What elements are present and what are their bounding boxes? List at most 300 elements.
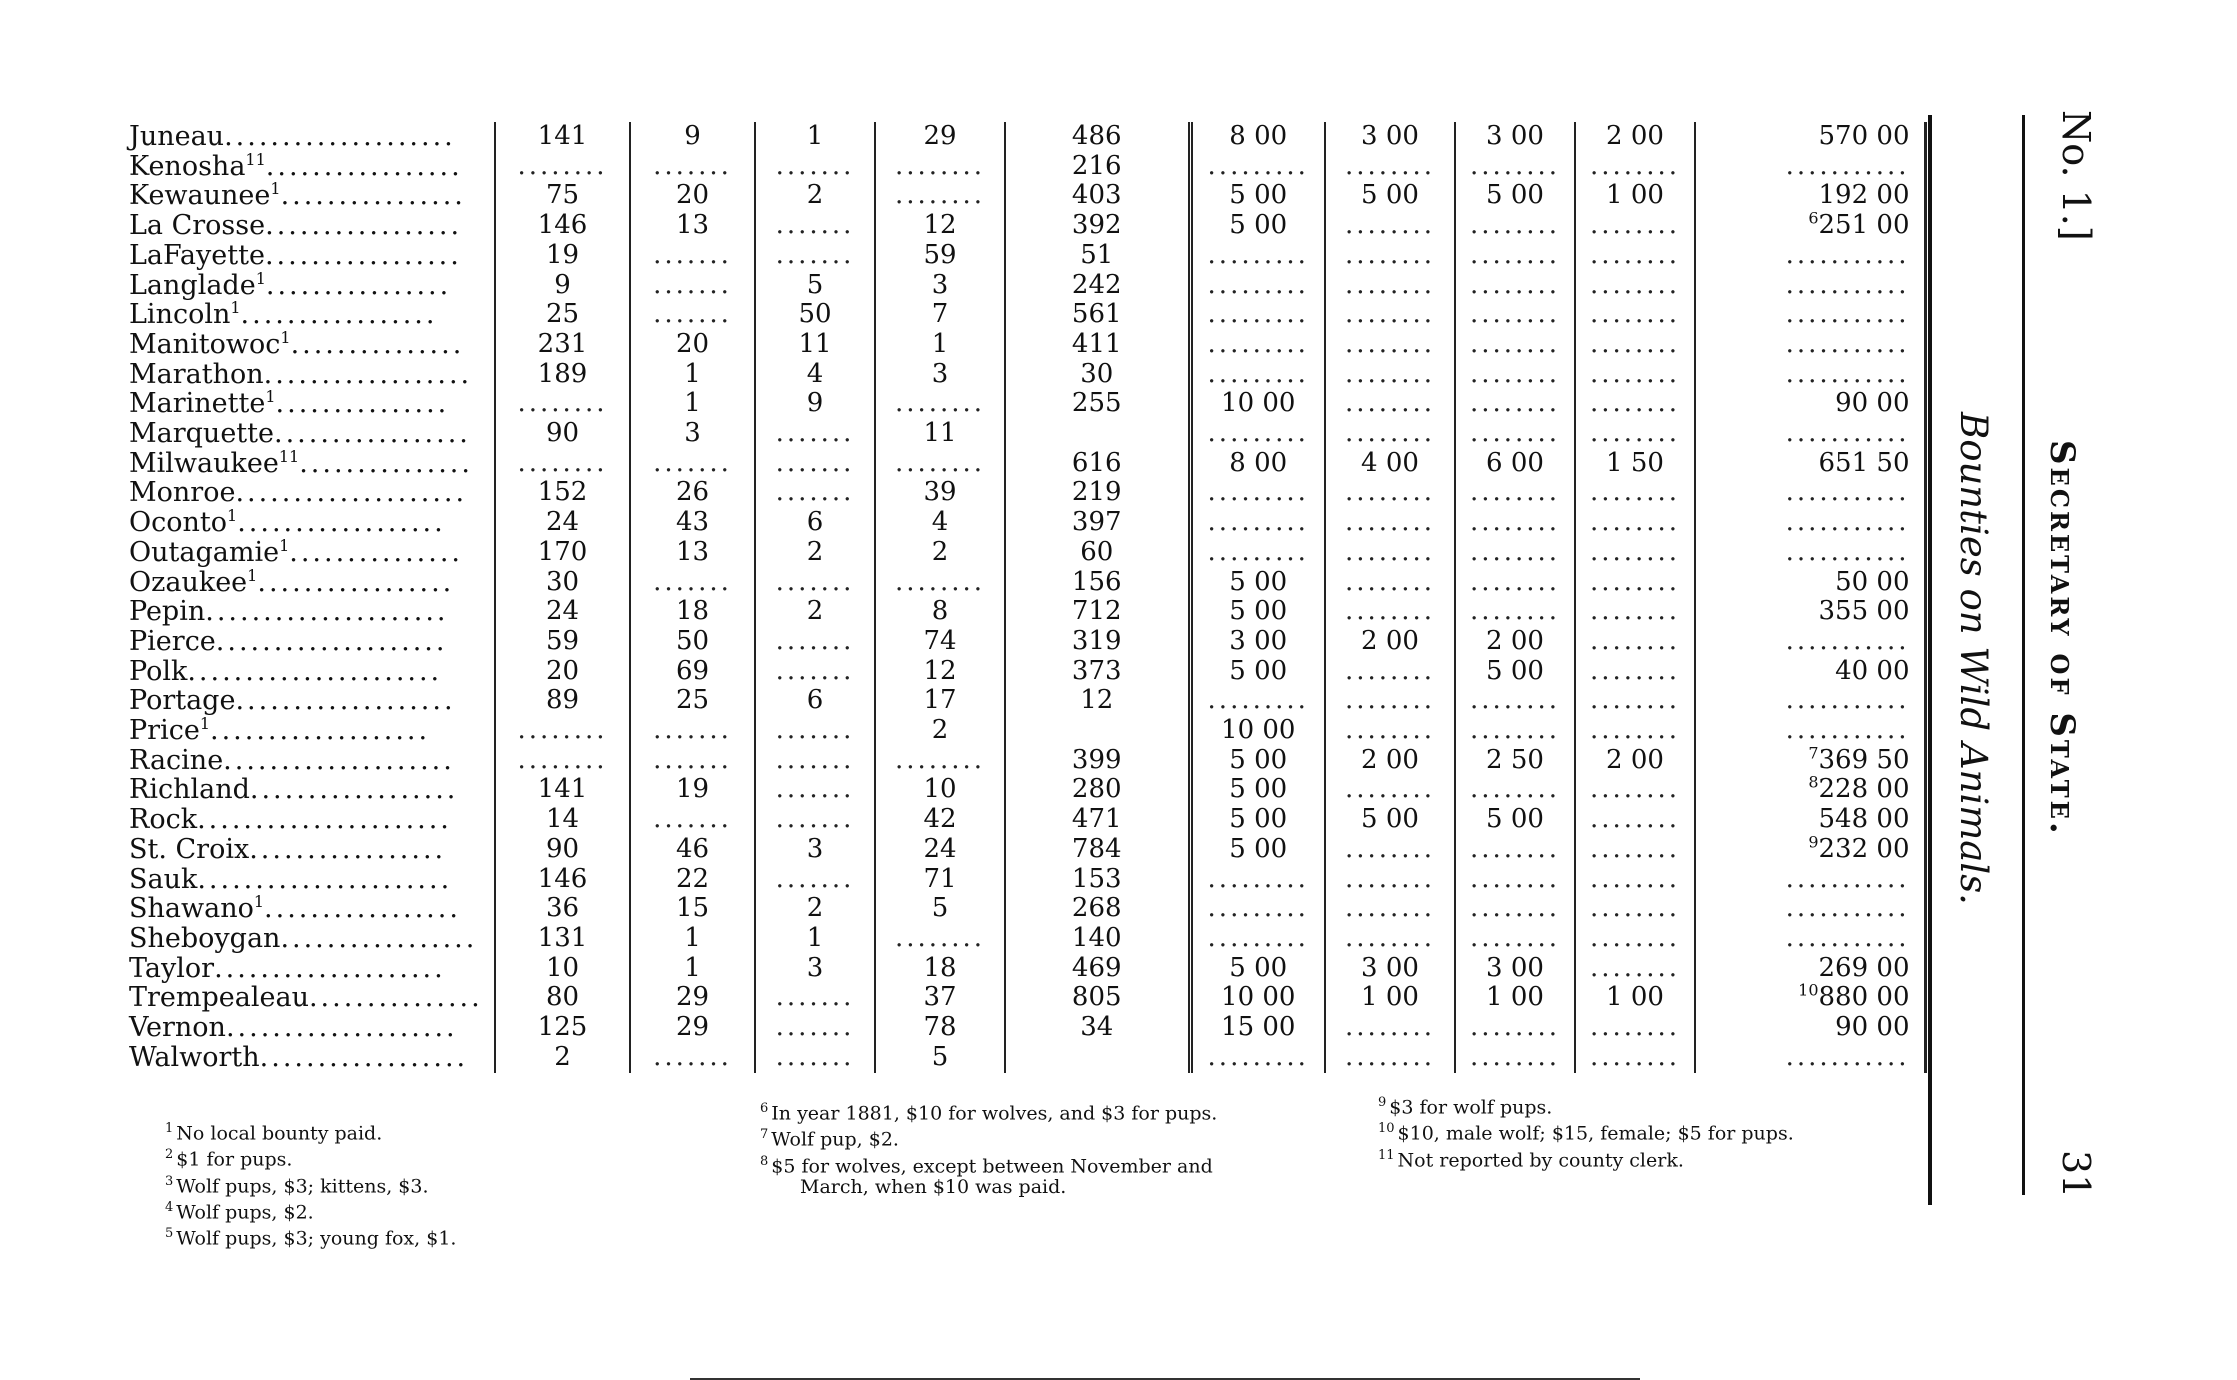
empty-cell-dots: ....... [653, 745, 732, 775]
cell-value: 269 00 [1818, 953, 1910, 983]
cell-c1 [495, 152, 630, 182]
cell-m4 [1575, 924, 1695, 954]
dot-leader: .................. [237, 508, 446, 538]
empty-cell-dots: ........ [1469, 211, 1561, 241]
empty-cell-dots: ........ [1469, 300, 1561, 330]
table-row [125, 627, 1925, 657]
county-cell [125, 1043, 495, 1073]
cell-m2 [1325, 181, 1455, 211]
cell-c5 [1005, 716, 1190, 746]
cell-c3 [755, 449, 875, 479]
cell-value: 2 [931, 716, 949, 746]
empty-cell-dots: ........ [894, 923, 986, 953]
cell-m2 [1325, 746, 1455, 776]
county-cell [125, 983, 495, 1013]
bounty-table [125, 122, 1927, 1073]
cell-value: 90 [545, 419, 580, 449]
cell-m4 [1575, 419, 1695, 449]
cell-value: 60 [1080, 537, 1114, 567]
empty-cell-dots: ....... [653, 567, 732, 597]
county-cell [125, 152, 495, 182]
empty-cell-dots: ........ [1589, 626, 1681, 656]
cell-value: 280 [1071, 775, 1122, 805]
cell-value: 10 00 [1221, 983, 1296, 1013]
cell-total [1695, 330, 1925, 360]
empty-cell-dots: ........ [1344, 151, 1436, 181]
empty-cell-dots: ........ [1589, 419, 1681, 449]
county-cell [125, 568, 495, 598]
empty-cell-dots: ........ [1589, 537, 1681, 567]
cell-c3 [755, 419, 875, 449]
empty-cell-dots: ........ [1589, 270, 1681, 300]
cell-value: 6 [806, 508, 824, 538]
county-name: Milwaukee [129, 448, 279, 479]
cell-m4 [1575, 894, 1695, 924]
cell-total [1695, 835, 1925, 865]
cell-total [1695, 983, 1925, 1013]
cell-m4 [1575, 271, 1695, 301]
footnote-text: Wolf pups, $3; kittens, $3. [176, 1174, 429, 1197]
cell-m1 [1190, 181, 1325, 211]
cell-c3 [755, 686, 875, 716]
vertical-rule-right [2022, 115, 2025, 1195]
cell-value: 397 [1071, 508, 1122, 538]
cell-c2 [630, 478, 755, 508]
cell-value: 24 [545, 508, 580, 538]
cell-value: 616 [1071, 448, 1122, 478]
county-name: Marquette [129, 419, 274, 449]
cell-c1 [495, 419, 630, 449]
cell-value: 20 [545, 656, 580, 686]
empty-cell-dots: ........ [1344, 240, 1436, 270]
county-name: LaFayette [129, 240, 265, 271]
cell-c5 [1005, 241, 1190, 271]
empty-cell-dots: ........ [1344, 1013, 1436, 1043]
county-name: Juneau [129, 122, 225, 152]
cell-value: 170 [537, 537, 588, 567]
empty-cell-dots: ....... [775, 478, 855, 508]
cell-m3 [1455, 983, 1575, 1013]
cell-total [1695, 181, 1925, 211]
dot-leader: ................. [265, 211, 463, 241]
empty-cell-dots: ........ [1344, 478, 1436, 508]
cell-value: 2 [931, 537, 949, 567]
cell-c2 [630, 360, 755, 390]
cell-m2 [1325, 716, 1455, 746]
cell-c5 [1005, 152, 1190, 182]
empty-cell-dots: ........... [1785, 864, 1910, 894]
cell-c5 [1005, 775, 1190, 805]
empty-cell-dots: ........... [1785, 894, 1910, 924]
table-row [125, 152, 1925, 182]
cell-c5 [1005, 835, 1190, 865]
empty-cell-dots: ........ [1589, 953, 1681, 983]
cell-m1 [1190, 419, 1325, 449]
footnote [760, 1151, 1217, 1177]
cell-value: 22 [675, 864, 710, 894]
cell-c3 [755, 716, 875, 746]
cell-value: 74 [923, 626, 957, 656]
table-row [125, 181, 1925, 211]
cell-value: 369 50 [1818, 745, 1910, 775]
cell-c4 [875, 1043, 1005, 1073]
county-name: Taylor [129, 953, 215, 984]
county-cell [125, 181, 495, 211]
cell-value: 12 [923, 656, 957, 686]
cell-c4 [875, 538, 1005, 568]
empty-cell-dots: ........ [1344, 597, 1436, 627]
cell-total [1695, 597, 1925, 627]
cell-value: 90 [545, 834, 580, 864]
dot-leader: .................... [224, 122, 456, 152]
cell-total [1695, 122, 1925, 152]
cell-c3 [755, 360, 875, 390]
empty-cell-dots: ........ [1589, 597, 1681, 627]
county-cell [125, 627, 495, 657]
cell-m3 [1455, 271, 1575, 301]
empty-cell-dots: ....... [775, 211, 855, 241]
county-cell [125, 538, 495, 568]
empty-cell-dots: ........ [1469, 923, 1561, 953]
cell-value: 9 [684, 122, 701, 151]
cell-m2 [1325, 894, 1455, 924]
empty-cell-dots: ........... [1785, 270, 1910, 300]
dot-leader: .................. [263, 359, 473, 390]
county-cell [125, 597, 495, 627]
cell-value: 319 [1071, 626, 1122, 656]
dot-leader: ............... [289, 537, 464, 568]
cell-m2 [1325, 122, 1455, 152]
empty-cell-dots: ........ [1344, 656, 1436, 686]
cell-m3 [1455, 686, 1575, 716]
cell-c3 [755, 241, 875, 271]
empty-cell-dots: ........... [1785, 1042, 1910, 1072]
cell-m3 [1455, 478, 1575, 508]
empty-cell-dots: ........ [1589, 478, 1681, 508]
cell-c1 [495, 181, 630, 211]
empty-cell-dots: ........ [1469, 359, 1561, 389]
dot-leader: ................ [265, 270, 452, 301]
county-name: Pierce [129, 626, 216, 657]
cell-m4 [1575, 300, 1695, 330]
footnote-ref: 7 [1808, 745, 1819, 763]
cell-m4 [1575, 241, 1695, 271]
county-cell [125, 924, 495, 954]
cell-c3 [755, 775, 875, 805]
cell-total [1695, 449, 1925, 479]
cell-total [1695, 419, 1925, 449]
table-row [125, 568, 1925, 598]
cell-c5 [1005, 894, 1190, 924]
cell-value: 6 [806, 686, 824, 716]
dot-leader: ................. [240, 300, 438, 330]
dot-leader: ................. [280, 923, 478, 954]
cell-c3 [755, 568, 875, 598]
cell-m3 [1455, 419, 1575, 449]
empty-cell-dots: ........... [1785, 419, 1910, 449]
empty-cell-dots: ....... [775, 240, 855, 270]
empty-cell-dots: ....... [653, 448, 732, 478]
cell-m4 [1575, 865, 1695, 895]
cell-total [1695, 924, 1925, 954]
county-cell [125, 389, 495, 419]
cell-value: 14 [545, 805, 580, 835]
cell-m1 [1190, 805, 1325, 835]
cell-value: 2 00 [1361, 626, 1419, 656]
cell-m1 [1190, 954, 1325, 984]
cell-value: 69 [675, 656, 710, 686]
cell-value: 24 [923, 834, 957, 864]
table-row [125, 360, 1925, 390]
county-name: Marathon [129, 359, 264, 390]
cell-m1 [1190, 924, 1325, 954]
dot-leader: ............... [299, 448, 473, 479]
empty-cell-dots: ....... [775, 567, 855, 597]
cell-m2 [1325, 1013, 1455, 1043]
empty-cell-dots: ........ [1589, 300, 1681, 330]
cell-value: 141 [537, 775, 588, 805]
empty-cell-dots: ........... [1785, 151, 1910, 181]
county-cell [125, 1013, 495, 1043]
table-row [125, 775, 1925, 805]
cell-m4 [1575, 538, 1695, 568]
cell-m1 [1190, 122, 1325, 152]
cell-value: 2 [806, 537, 824, 567]
county-cell [125, 508, 495, 538]
cell-value: 231 [537, 329, 588, 359]
empty-cell-dots: ......... [1207, 864, 1309, 894]
cell-c2 [630, 954, 755, 984]
cell-c4 [875, 478, 1005, 508]
cell-value: 712 [1071, 597, 1122, 627]
empty-cell-dots: ....... [775, 626, 855, 656]
empty-cell-dots: ......... [1207, 894, 1309, 924]
cell-c2 [630, 924, 755, 954]
cell-value: 3 [931, 270, 949, 300]
empty-cell-dots: ........ [1344, 775, 1436, 805]
cell-value: 17 [923, 686, 957, 716]
cell-value: 5 00 [1229, 181, 1288, 211]
cell-value: 2 [806, 181, 824, 211]
footnote-ref: 1 [279, 537, 290, 555]
cell-total [1695, 508, 1925, 538]
cell-m1 [1190, 1013, 1325, 1043]
cell-c2 [630, 983, 755, 1013]
cell-value: 5 00 [1229, 745, 1288, 775]
cell-c2 [630, 627, 755, 657]
dot-leader: ............... [308, 983, 483, 1014]
cell-m3 [1455, 538, 1575, 568]
cell-c3 [755, 538, 875, 568]
empty-cell-dots: ......... [1207, 419, 1309, 449]
county-cell [125, 865, 495, 895]
empty-cell-dots: ........ [1589, 864, 1681, 894]
dot-leader: ................. [257, 567, 455, 598]
cell-value: 3 [931, 359, 949, 389]
cell-total [1695, 1013, 1925, 1043]
cell-m1 [1190, 538, 1325, 568]
cell-m4 [1575, 835, 1695, 865]
county-name: Manitowoc [129, 329, 281, 360]
cell-value: 5 00 [1229, 834, 1288, 864]
cell-value: 486 [1071, 122, 1122, 151]
table-body [125, 122, 1925, 1073]
footnote-ref: 1 [253, 894, 265, 912]
cell-value: 80 [545, 983, 580, 1013]
cell-value: 153 [1071, 864, 1122, 894]
cell-c4 [875, 627, 1005, 657]
cell-value: 355 00 [1818, 597, 1910, 627]
cell-c3 [755, 211, 875, 241]
cell-m3 [1455, 211, 1575, 241]
county-name: Sauk [129, 864, 198, 895]
county-cell [125, 449, 495, 479]
cell-value: 1 00 [1606, 983, 1664, 1013]
county-cell [125, 835, 495, 865]
cell-total [1695, 241, 1925, 271]
cell-c1 [495, 241, 630, 271]
cell-value: 50 [798, 300, 832, 330]
cell-value: 90 00 [1835, 1013, 1910, 1043]
cell-m1 [1190, 300, 1325, 330]
cell-c5 [1005, 330, 1190, 360]
footnote-text: $5 for wolves, except between November and [771, 1154, 1213, 1177]
cell-m3 [1455, 300, 1575, 330]
empty-cell-dots: ........ [1589, 211, 1681, 241]
cell-c4 [875, 122, 1005, 152]
cell-value: 11 [923, 419, 957, 449]
cell-value: 40 00 [1835, 656, 1910, 686]
cell-value: 216 [1071, 151, 1122, 181]
cell-m2 [1325, 924, 1455, 954]
cell-c4 [875, 597, 1005, 627]
cell-m3 [1455, 449, 1575, 479]
cell-c5 [1005, 508, 1190, 538]
cell-c3 [755, 597, 875, 627]
cell-m2 [1325, 597, 1455, 627]
table-row [125, 954, 1925, 984]
cell-c3 [755, 152, 875, 182]
empty-cell-dots: ........ [1589, 567, 1681, 597]
cell-c3 [755, 805, 875, 835]
cell-total [1695, 1043, 1925, 1073]
cell-value: 5 00 [1361, 181, 1419, 211]
cell-m2 [1325, 211, 1455, 241]
cell-value: 1 [684, 389, 701, 419]
cell-m2 [1325, 686, 1455, 716]
footnote [1378, 1118, 1794, 1144]
cell-value: 192 00 [1818, 181, 1910, 211]
footnote-text: $3 for wolf pups. [1389, 1096, 1553, 1119]
cell-c1 [495, 924, 630, 954]
cell-c4 [875, 954, 1005, 984]
cell-c5 [1005, 983, 1190, 1013]
empty-cell-dots: ....... [775, 745, 855, 775]
cell-value: 3 00 [1486, 122, 1544, 151]
cell-value: 1 50 [1606, 448, 1664, 478]
empty-cell-dots: ........... [1785, 537, 1910, 567]
cell-value: 3 00 [1361, 953, 1419, 983]
empty-cell-dots: ........ [1344, 716, 1436, 746]
cell-m2 [1325, 657, 1455, 687]
county-name: La Crosse [129, 211, 266, 241]
empty-cell-dots: ........ [1589, 775, 1681, 805]
cell-value: 3 00 [1486, 953, 1544, 983]
empty-cell-dots: ........... [1785, 716, 1910, 746]
cell-value: 3 [806, 953, 824, 983]
cell-c1 [495, 1043, 630, 1073]
empty-cell-dots: ........ [1589, 508, 1681, 538]
empty-cell-dots: ........ [1469, 389, 1561, 419]
cell-value: 880 00 [1818, 983, 1910, 1013]
footnote-ref: 9 [1808, 834, 1819, 852]
footnote-ref: 6 [1808, 211, 1819, 228]
cell-m4 [1575, 1043, 1695, 1073]
cell-c1 [495, 835, 630, 865]
page-subtitle: Bounties on Wild Animals. [1952, 412, 1995, 905]
county-cell [125, 122, 495, 152]
dot-leader: ...................... [187, 656, 443, 687]
cell-m2 [1325, 241, 1455, 271]
table-row [125, 478, 1925, 508]
cell-value: 1 00 [1361, 983, 1419, 1013]
cell-m1 [1190, 746, 1325, 776]
cell-c5 [1005, 389, 1190, 419]
table-row [125, 805, 1925, 835]
table-row [125, 716, 1925, 746]
empty-cell-dots: ........ [1469, 1042, 1561, 1072]
footnotes-column-3 [1378, 1092, 1794, 1171]
county-cell [125, 360, 495, 390]
empty-cell-dots: ........ [1344, 1042, 1436, 1072]
cell-c4 [875, 835, 1005, 865]
document-number: No. 1.] [2054, 110, 2098, 241]
cell-value: 2 00 [1361, 745, 1419, 775]
cell-m4 [1575, 686, 1695, 716]
cell-c4 [875, 419, 1005, 449]
cell-value: 4 00 [1361, 448, 1419, 478]
cell-c4 [875, 360, 1005, 390]
cell-c3 [755, 657, 875, 687]
cell-c3 [755, 835, 875, 865]
cell-value: 89 [545, 686, 580, 716]
cell-c2 [630, 568, 755, 598]
footnote-text: Not reported by county clerk. [1397, 1148, 1684, 1171]
empty-cell-dots: ......... [1207, 1042, 1309, 1072]
empty-cell-dots: ........ [1469, 686, 1561, 716]
footnote-ref: 8 [1808, 775, 1819, 792]
cell-value: 3 [806, 834, 824, 864]
cell-value: 4 [806, 359, 824, 389]
footnote-mark: 7 [760, 1127, 769, 1143]
cell-m2 [1325, 627, 1455, 657]
cell-c1 [495, 865, 630, 895]
cell-c3 [755, 181, 875, 211]
cell-c1 [495, 894, 630, 924]
cell-c4 [875, 775, 1005, 805]
empty-cell-dots: ....... [775, 1042, 855, 1072]
footnote-mark: 8 [760, 1153, 769, 1169]
empty-cell-dots: ......... [1207, 478, 1309, 508]
footnote [760, 1098, 1217, 1124]
table-row [125, 1043, 1925, 1073]
cell-value: 2 00 [1606, 122, 1664, 151]
cell-value: 10 [923, 775, 957, 805]
cell-m3 [1455, 568, 1575, 598]
empty-cell-dots: ........ [1344, 508, 1436, 538]
empty-cell-dots: ........ [1344, 537, 1436, 567]
empty-cell-dots: ........... [1785, 329, 1910, 359]
